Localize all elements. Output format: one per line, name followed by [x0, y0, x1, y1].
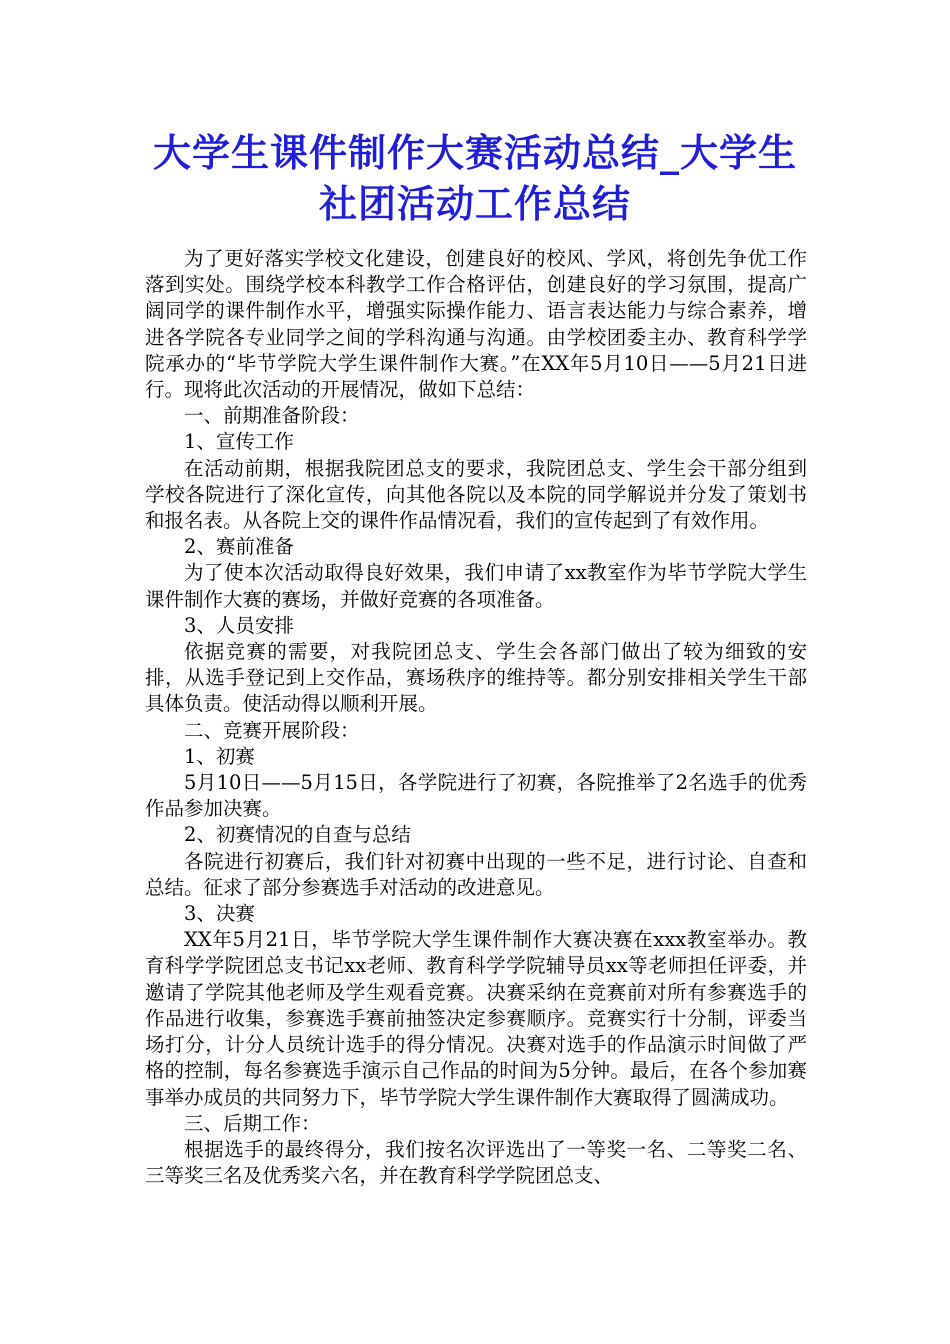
document-title: 大学生课件制作大赛活动总结_大学生社团活动工作总结: [152, 131, 797, 226]
staffing-paragraph: 依据竞赛的需要，对我院团总支、学生会各部门做出了较为细致的安排，从选手登记到上交作品，赛场秩序的维持等。都分别安排相关学生干部具体负责。使活动得以顺利开展。: [145, 640, 807, 716]
follow-up-paragraph: 根据选手的最终得分，我们按名次评选出了一等奖一名、二等奖二名、三等奖三名及优秀奖六名，并在教育科学学院团总支、: [145, 1137, 807, 1188]
section-heading-follow-up: 三、后期工作：: [184, 1111, 321, 1135]
section-heading-contest: 二、竞赛开展阶段：: [184, 718, 360, 742]
subheading-pre-contest: 2、赛前准备: [184, 535, 294, 559]
subheading-preliminary: 1、初赛: [184, 744, 255, 768]
subheading-publicity: 1、宣传工作: [184, 430, 294, 454]
subheading-staffing: 3、人员安排: [184, 613, 294, 637]
subheading-review: 2、初赛情况的自查与总结: [184, 823, 411, 847]
review-paragraph: 各院进行初赛后，我们针对初赛中出现的一些不足，进行讨论、自查和总结。征求了部分参赛选手对活动的改进意见。: [145, 849, 807, 899]
publicity-paragraph: 在活动前期，根据我院团总支的要求，我院团总支、学生会干部分组到学校各院进行了深化宣传，向其他各院以及本院的同学解说并分发了策划书和报名表。从各院上交的课件作品情况看，我们的宣传起到了有效作用。: [145, 456, 807, 533]
section-heading-preparation: 一、前期准备阶段：: [184, 404, 360, 428]
document-body: [145, 246, 807, 1189]
preliminary-paragraph: 5月10日——5月15日，各学院进行了初赛，各院推举了2名选手的优秀作品参加决赛。: [145, 771, 807, 821]
final-paragraph: XX年5月21日，毕节学院大学生课件制作大赛决赛在xxx教室举办。教育科学学院团总支书记xx老师、教育科学学院辅导员xx等老师担任评委，并邀请了学院其他老师及学生观看竞赛。决赛采纳在竞赛前对所有参赛选手的作品进行收集，参赛选手赛前抽签决定参赛顺序。竞赛实行十分制，评委当场打分，计分人员统计选手的得分情况。决赛对选手的作品演示时间做了严格的控制，每名参赛选手演示自己作品的时间为5分钟。最后，在各个参加赛事举办成员的共同努力下，毕节学院大学生课件制作大赛取得了圆满成功。: [145, 928, 807, 1109]
subheading-final: 3、决赛: [184, 902, 255, 926]
intro-paragraph: 为了更好落实学校文化建设，创建良好的校风、学风，将创先争优工作落到实处。围绕学校本科教学工作合格评估，创建良好的学习氛围，提高广阔同学的课件制作水平，增强实际操作能力、语言表达能力与综合素养，增进各学院各专业同学之间的学科沟通与沟通。由学校团委主办、教育科学学院承办的“毕节学院大学生课件制作大赛。”在XX年5月10日——5月21日进行。现将此次活动的开展情况，做如下总结：: [145, 247, 807, 402]
pre-contest-paragraph: 为了使本次活动取得良好效果，我们申请了xx教室作为毕节学院大学生课件制作大赛的赛场，并做好竞赛的各项准备。: [145, 561, 807, 611]
